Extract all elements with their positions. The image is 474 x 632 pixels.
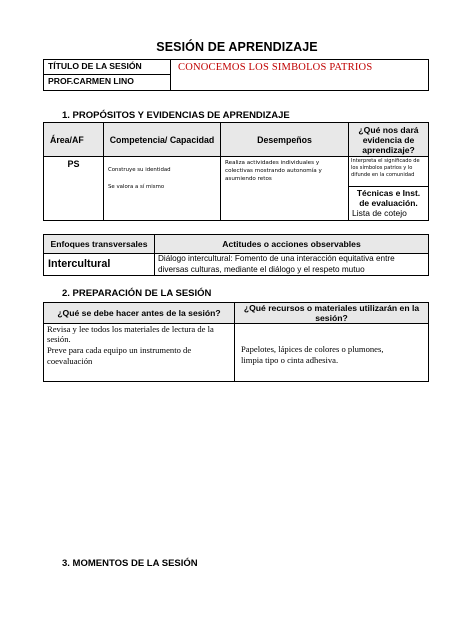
col-recursos-header: ¿Qué recursos o materiales utilizarán en la sesión? (235, 303, 429, 324)
evidencia-value: Interpreta el significado de los símbolos patrios y lo difunde en la comunidad (349, 157, 429, 187)
competencia-2: Se valora a sí mismo (108, 183, 165, 190)
antes-cell (44, 324, 235, 382)
teacher-name: PROF.CARMEN LINO (44, 75, 171, 91)
col-evidencia-header: ¿Qué nos dará evidencia de aprendizaje? (349, 123, 429, 157)
antes-2: Preve para cada equipo un instrumento de coevaluación (47, 345, 192, 366)
competencia-1: Construye su identidad (108, 167, 171, 173)
antes-1: Revisa y lee todos los materiales de lectura de la sesión. (47, 324, 214, 345)
desempeno-value: Realiza actividades individuales y colectivas mostrando autonomía y asumiendo retos (221, 157, 349, 221)
competencia-cell (104, 157, 221, 221)
col-enfoques-header: Enfoques transversales (44, 235, 155, 254)
col-competencia-header: Competencia/ Capacidad (104, 123, 221, 157)
page-title: SESIÓN DE APRENDIZAJE (156, 40, 318, 54)
actitud-value: Diálogo intercultural: Fomento de una interacción equitativa entre diversas culturas, mediante el diálogo y el respeto mutuo (155, 254, 429, 276)
recursos-cell (235, 324, 429, 382)
col-actitudes-header: Actitudes o acciones observables (155, 235, 429, 254)
enfoques-table (43, 234, 429, 276)
tecnicas-label: Técnicas e Inst. de evaluación. (356, 188, 421, 208)
purposes-table (43, 122, 429, 221)
session-title-label: TÍTULO DE LA SESIÓN (44, 60, 171, 75)
col-area-header: Área/AF (44, 123, 104, 157)
recursos-2: limpia tipo o cinta adhesiva. (241, 354, 339, 365)
enfoque-value: Intercultural (44, 254, 155, 276)
recursos-1: Papelotes, lápices de colores o plumones, (241, 344, 384, 354)
section-1-heading: 1. PROPÓSITOS Y EVIDENCIAS DE APRENDIZAJE (62, 110, 290, 121)
area-value: PS (44, 157, 104, 221)
col-desempenos-header: Desempeños (221, 123, 349, 157)
session-title-value: CONOCEMOS LOS SIMBOLOS PATRIOS (171, 60, 429, 91)
tecnicas-value: Lista de cotejo (352, 208, 407, 218)
session-header-table (43, 59, 429, 91)
preparation-table (43, 302, 429, 382)
section-3-heading: 3. MOMENTOS DE LA SESIÓN (62, 558, 198, 569)
tecnicas-cell (349, 187, 429, 221)
section-2-heading: 2. PREPARACIÓN DE LA SESIÓN (62, 288, 212, 299)
col-antes-header: ¿Qué se debe hacer antes de la sesión? (44, 303, 235, 324)
